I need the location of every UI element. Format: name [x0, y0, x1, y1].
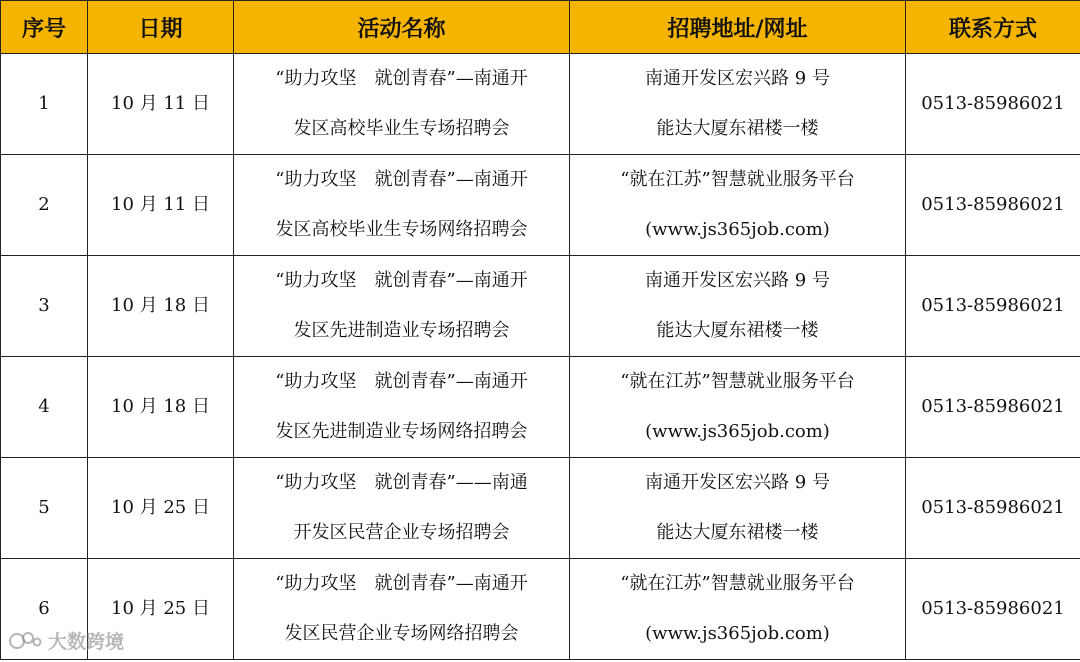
address-line: “就在江苏”智慧就业服务平台 — [620, 169, 855, 190]
event-name-cell — [234, 155, 570, 256]
address-cell — [570, 357, 906, 458]
event-name-cell — [234, 54, 570, 155]
contact-cell — [906, 155, 1080, 256]
contact-phone: 0513-85986021 — [921, 295, 1065, 316]
event-name-line: 发区高校毕业生专场招聘会 — [293, 118, 510, 139]
table-row — [1, 155, 1080, 256]
event-name-cell — [234, 559, 570, 660]
event-name-cell — [234, 256, 570, 357]
address-line: “就在江苏”智慧就业服务平台 — [620, 371, 855, 392]
serial-number: 2 — [38, 194, 50, 215]
contact-phone: 0513-85986021 — [921, 396, 1065, 417]
date-cell — [88, 458, 234, 559]
table-row — [1, 458, 1080, 559]
address-line: 南通开发区宏兴路 9 号 — [645, 68, 830, 89]
serial-cell — [1, 54, 88, 155]
table-header-row — [1, 1, 1080, 54]
event-name-line: “助力攻坚 就创青春”—南通开 — [275, 573, 528, 594]
header-address: 招聘地址/网址 — [570, 1, 906, 54]
watermark-text: 大数跨境 — [48, 631, 125, 653]
event-name-cell — [234, 458, 570, 559]
website-link[interactable]: (www.js365job.com) — [645, 623, 830, 644]
event-name-line: 发区先进制造业专场招聘会 — [293, 320, 510, 341]
event-name-line: 开发区民营企业专场招聘会 — [293, 522, 510, 543]
serial-cell — [1, 559, 88, 660]
event-name-cell — [234, 357, 570, 458]
contact-cell — [906, 256, 1080, 357]
date-cell — [88, 559, 234, 660]
contact-cell — [906, 54, 1080, 155]
serial-cell — [1, 458, 88, 559]
address-line: 能达大厦东裙楼一楼 — [656, 320, 819, 341]
address-line: 南通开发区宏兴路 9 号 — [645, 472, 830, 493]
address-cell — [570, 155, 906, 256]
contact-phone: 0513-85986021 — [921, 598, 1065, 619]
contact-phone: 0513-85986021 — [921, 93, 1065, 114]
event-date: 10 月 25 日 — [111, 598, 210, 619]
address-line: 能达大厦东裙楼一楼 — [656, 118, 819, 139]
event-date: 10 月 11 日 — [111, 93, 210, 114]
header-serial: 序号 — [1, 1, 88, 54]
website-link[interactable]: (www.js365job.com) — [645, 421, 830, 442]
contact-phone: 0513-85986021 — [921, 194, 1065, 215]
serial-number: 4 — [38, 396, 50, 417]
serial-number: 5 — [38, 497, 50, 518]
address-cell — [570, 54, 906, 155]
event-date: 10 月 18 日 — [111, 295, 210, 316]
address-cell — [570, 458, 906, 559]
address-cell — [570, 559, 906, 660]
date-cell — [88, 256, 234, 357]
serial-cell — [1, 357, 88, 458]
contact-cell — [906, 559, 1080, 660]
date-cell — [88, 54, 234, 155]
address-cell — [570, 256, 906, 357]
header-contact: 联系方式 — [906, 1, 1080, 54]
contact-cell — [906, 458, 1080, 559]
event-name-line: “助力攻坚 就创青春”—南通开 — [275, 169, 528, 190]
address-line: 能达大厦东裙楼一楼 — [656, 522, 819, 543]
serial-cell — [1, 256, 88, 357]
event-date: 10 月 25 日 — [111, 497, 210, 518]
event-name-line: “助力攻坚 就创青春”——南通 — [275, 472, 528, 493]
header-date: 日期 — [88, 1, 234, 54]
event-name-line: 发区先进制造业专场网络招聘会 — [275, 421, 528, 442]
date-cell — [88, 357, 234, 458]
contact-cell — [906, 357, 1080, 458]
event-name-line: “助力攻坚 就创青春”—南通开 — [275, 371, 528, 392]
website-link[interactable]: (www.js365job.com) — [645, 219, 830, 240]
serial-cell — [1, 155, 88, 256]
serial-number: 3 — [38, 295, 50, 316]
table-row — [1, 357, 1080, 458]
table-row — [1, 256, 1080, 357]
event-name-line: “助力攻坚 就创青春”—南通开 — [275, 270, 528, 291]
event-name-line: 发区高校毕业生专场网络招聘会 — [275, 219, 528, 240]
address-line: 南通开发区宏兴路 9 号 — [645, 270, 830, 291]
contact-phone: 0513-85986021 — [921, 497, 1065, 518]
table-row — [1, 54, 1080, 155]
event-name-line: “助力攻坚 就创青春”—南通开 — [275, 68, 528, 89]
header-event-name: 活动名称 — [234, 1, 570, 54]
event-date: 10 月 18 日 — [111, 396, 210, 417]
serial-number: 6 — [38, 598, 50, 619]
serial-number: 1 — [38, 93, 50, 114]
event-date: 10 月 11 日 — [111, 194, 210, 215]
event-name-line: 发区民营企业专场网络招聘会 — [284, 623, 519, 644]
address-line: “就在江苏”智慧就业服务平台 — [620, 573, 855, 594]
date-cell — [88, 155, 234, 256]
table-row — [1, 559, 1080, 660]
